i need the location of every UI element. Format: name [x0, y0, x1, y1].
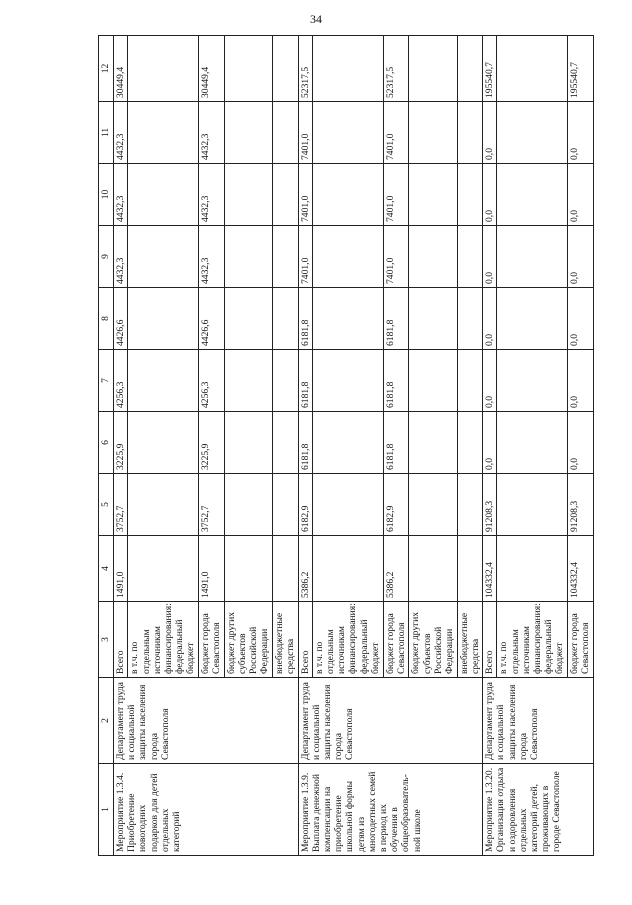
- value-cell: [128, 288, 199, 350]
- value-cell: 0,0: [568, 164, 594, 226]
- value-cell: 6181,8: [383, 412, 409, 474]
- value-cell: 3752,7: [199, 474, 225, 536]
- funding-source-cell: бюджет города Севастополя: [383, 602, 409, 678]
- value-cell: 4432,3: [114, 164, 128, 226]
- value-cell: 0,0: [483, 350, 497, 412]
- value-cell: 7401,0: [298, 226, 312, 288]
- value-cell: [409, 536, 457, 602]
- value-cell: [457, 474, 483, 536]
- value-cell: 30449,4: [114, 36, 128, 102]
- value-cell: 195540,7: [483, 36, 497, 102]
- value-cell: [497, 102, 568, 164]
- value-cell: [128, 536, 199, 602]
- table-row: [298, 36, 312, 856]
- value-cell: 0,0: [483, 164, 497, 226]
- value-cell: [224, 102, 272, 164]
- value-cell: [224, 350, 272, 412]
- table-row: [114, 36, 128, 856]
- value-cell: [409, 412, 457, 474]
- funding-source-cell: Всего: [298, 602, 312, 678]
- page-number: 34: [310, 12, 322, 26]
- value-cell: [457, 412, 483, 474]
- value-cell: 4432,3: [199, 226, 225, 288]
- funding-table: [98, 35, 594, 856]
- value-cell: 6182,9: [383, 474, 409, 536]
- value-cell: 4432,3: [199, 164, 225, 226]
- value-cell: [312, 536, 383, 602]
- value-cell: [409, 226, 457, 288]
- col-header: 9: [99, 226, 114, 288]
- value-cell: 52317,5: [298, 36, 312, 102]
- value-cell: 5386,2: [298, 536, 312, 602]
- value-cell: 0,0: [483, 412, 497, 474]
- value-cell: 91208,3: [568, 474, 594, 536]
- value-cell: [272, 226, 298, 288]
- value-cell: 4432,3: [199, 102, 225, 164]
- value-cell: [224, 536, 272, 602]
- value-cell: [409, 164, 457, 226]
- measure-name-cell: Мероприятие 1.3.20. Организация отдыха и оздоровления отдельных категорий детей, проживающих в городе Севастополе: [483, 764, 594, 856]
- value-cell: [409, 36, 457, 102]
- value-cell: [312, 102, 383, 164]
- value-cell: 6182,9: [298, 474, 312, 536]
- value-cell: [272, 412, 298, 474]
- value-cell: [224, 412, 272, 474]
- value-cell: [272, 102, 298, 164]
- value-cell: [224, 164, 272, 226]
- value-cell: [457, 36, 483, 102]
- value-cell: 7401,0: [383, 102, 409, 164]
- funding-source-cell: в т.ч. по отдельным источникам финансирования: федеральный бюджет: [312, 602, 383, 678]
- value-cell: 0,0: [568, 102, 594, 164]
- col-header: 10: [99, 164, 114, 226]
- value-cell: [497, 350, 568, 412]
- value-cell: 104332,4: [483, 536, 497, 602]
- value-cell: 30449,4: [199, 36, 225, 102]
- value-cell: [457, 102, 483, 164]
- value-cell: [457, 226, 483, 288]
- col-header: 6: [99, 412, 114, 474]
- value-cell: 7401,0: [383, 164, 409, 226]
- funding-source-cell: в т.ч. по отдельным источникам финансирования: федеральный бюджет: [128, 602, 199, 678]
- col-header: 5: [99, 474, 114, 536]
- value-cell: [409, 102, 457, 164]
- value-cell: 0,0: [568, 288, 594, 350]
- col-header: 2: [99, 678, 114, 764]
- value-cell: 195540,7: [568, 36, 594, 102]
- value-cell: 0,0: [568, 412, 594, 474]
- value-cell: [457, 164, 483, 226]
- value-cell: 4426,6: [114, 288, 128, 350]
- value-cell: [272, 288, 298, 350]
- value-cell: [128, 36, 199, 102]
- value-cell: 1491,0: [199, 536, 225, 602]
- funding-source-cell: бюджет других субъектов Российской Федерации: [409, 602, 457, 678]
- value-cell: 3752,7: [114, 474, 128, 536]
- funding-source-cell: в т.ч. по отдельным источникам финансирования: федеральный бюджет: [497, 602, 568, 678]
- value-cell: 0,0: [483, 288, 497, 350]
- value-cell: [497, 226, 568, 288]
- value-cell: 104332,4: [568, 536, 594, 602]
- col-header: 11: [99, 102, 114, 164]
- value-cell: 0,0: [568, 226, 594, 288]
- executor-cell: Департамент труда и социальной защиты населения города Севастополя: [114, 678, 299, 764]
- value-cell: [497, 474, 568, 536]
- funding-source-cell: внебюджетные средства: [457, 602, 483, 678]
- value-cell: [272, 474, 298, 536]
- value-cell: [497, 288, 568, 350]
- value-cell: 6181,8: [298, 288, 312, 350]
- value-cell: 0,0: [483, 226, 497, 288]
- value-cell: [312, 474, 383, 536]
- value-cell: [224, 226, 272, 288]
- col-header: 1: [99, 764, 114, 856]
- value-cell: 4426,6: [199, 288, 225, 350]
- value-cell: 6181,8: [298, 412, 312, 474]
- value-cell: 7401,0: [298, 164, 312, 226]
- value-cell: [312, 288, 383, 350]
- value-cell: 6181,8: [298, 350, 312, 412]
- value-cell: 4432,3: [114, 226, 128, 288]
- value-cell: [312, 164, 383, 226]
- table-row: [483, 36, 497, 856]
- value-cell: [457, 350, 483, 412]
- value-cell: 6181,8: [383, 350, 409, 412]
- value-cell: [272, 164, 298, 226]
- value-cell: [128, 164, 199, 226]
- value-cell: 7401,0: [298, 102, 312, 164]
- value-cell: [272, 36, 298, 102]
- value-cell: [312, 412, 383, 474]
- value-cell: [128, 226, 199, 288]
- value-cell: [128, 412, 199, 474]
- executor-cell: Департамент труда и социальной защиты населения города Севастополя: [483, 678, 594, 764]
- value-cell: 7401,0: [383, 226, 409, 288]
- funding-source-cell: внебюджетные средства: [272, 602, 298, 678]
- value-cell: [409, 474, 457, 536]
- value-cell: [312, 226, 383, 288]
- value-cell: 5386,2: [383, 536, 409, 602]
- funding-source-cell: Всего: [483, 602, 497, 678]
- col-header: 8: [99, 288, 114, 350]
- value-cell: [128, 350, 199, 412]
- value-cell: [497, 164, 568, 226]
- col-header: 3: [99, 602, 114, 678]
- value-cell: 4256,3: [114, 350, 128, 412]
- funding-source-cell: бюджет города Севастополя: [199, 602, 225, 678]
- value-cell: 52317,5: [383, 36, 409, 102]
- value-cell: [409, 350, 457, 412]
- value-cell: 0,0: [568, 350, 594, 412]
- value-cell: 6181,8: [383, 288, 409, 350]
- value-cell: 0,0: [483, 102, 497, 164]
- value-cell: 4432,3: [114, 102, 128, 164]
- col-header: 4: [99, 536, 114, 602]
- measure-name-cell: Мероприятие 1.3.4. Приобретение новогодних подарков для детей отдельных категорий: [114, 764, 299, 856]
- value-cell: [312, 350, 383, 412]
- value-cell: [128, 102, 199, 164]
- value-cell: [224, 288, 272, 350]
- value-cell: [272, 350, 298, 412]
- funding-source-cell: бюджет других субъектов Российской Федерации: [224, 602, 272, 678]
- value-cell: [224, 474, 272, 536]
- value-cell: [497, 536, 568, 602]
- header-row: [99, 36, 114, 856]
- rotated-table-container: [98, 36, 594, 856]
- value-cell: 3225,9: [114, 412, 128, 474]
- measure-name-cell: Мероприятие 1.3.9. Выплата денежной компенсации на приобретение школьной формы детям из многодетных семей в период их обучения в общеобразователь-ной школе: [298, 764, 483, 856]
- value-cell: [272, 536, 298, 602]
- value-cell: [457, 536, 483, 602]
- funding-source-cell: Всего: [114, 602, 128, 678]
- value-cell: [224, 36, 272, 102]
- value-cell: 91208,3: [483, 474, 497, 536]
- value-cell: [497, 412, 568, 474]
- col-header: 12: [99, 36, 114, 102]
- executor-cell: Департамент труда и социальной защиты населения города Севастополя: [298, 678, 483, 764]
- value-cell: 3225,9: [199, 412, 225, 474]
- value-cell: [128, 474, 199, 536]
- value-cell: [409, 288, 457, 350]
- funding-source-cell: бюджет города Севастополя: [568, 602, 594, 678]
- value-cell: 1491,0: [114, 536, 128, 602]
- value-cell: [457, 288, 483, 350]
- value-cell: [312, 36, 383, 102]
- value-cell: [497, 36, 568, 102]
- value-cell: 4256,3: [199, 350, 225, 412]
- col-header: 7: [99, 350, 114, 412]
